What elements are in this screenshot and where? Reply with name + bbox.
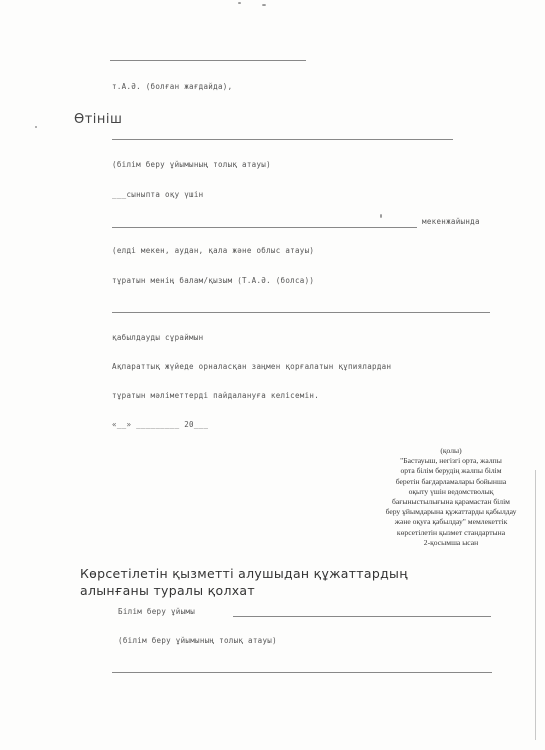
grade-text: сыныпта оқу үшін [126,190,204,199]
address-label: мекенжайында [422,217,480,226]
child-name-line [112,312,490,313]
scan-speck [35,126,37,128]
name-caption: т.А.Ә. (болған жағдайда), [112,82,233,91]
scan-speck [380,214,382,218]
scan-edge [535,470,536,740]
accept-text: қабылдауды сұраймын [112,333,204,342]
standard-note-line: беретін бағдарламалары бойынша [395,476,507,486]
scan-speck [238,2,241,4]
standard-note-line: оқыту үшін ведомстволық [408,486,494,496]
receipt-title-line-1: Көрсетілетін қызметті алушыдан құжаттардың [80,566,408,581]
date-field: «__» _________ 20___ [112,420,209,429]
application-title: Өтініш [74,112,123,127]
grade-field [112,190,204,199]
standard-note-line: және оқуға қабылдау" мемлекеттік [394,517,508,527]
standard-note-line: көрсетілетін қызмет стандартына [396,527,506,537]
standard-note-line: орта білім берудің жалпы білім [400,466,502,476]
standard-note-line: бағыныстылығына қарамастан білім [392,497,510,507]
name-signature-line [110,60,306,61]
consent-line-1: Ақпараттық жүйеде орналасқан заңмен қорғалатын құпиялардан [112,362,392,371]
signature-note [375,446,527,548]
address-caption: (елді мекен, аудан, қала және облыс атауы) [112,246,315,255]
standard-note-line: "Бастауыш, негізгі орта, жалпы [400,456,502,466]
org-name-line [112,139,453,140]
child-text: тұратын менің балам/қызым (Т.А.Ә. (болса)) [112,276,315,285]
address-line [112,227,417,228]
receipt-org-line [233,616,491,617]
annex-number: 2-қосымша ысан [423,537,479,547]
receipt-title-line-2: алынғаны туралы қолхат [80,583,255,598]
signature-caption: (қолы) [440,446,462,455]
scan-speck [262,4,266,6]
consent-line-2: тұратын мәліметтерді пайдалануға келісемін. [112,391,320,400]
receipt-org-caption: (білім беру ұйымының толық атауы) [118,636,277,645]
receipt-org-label: Білім беру ұйымы [118,607,196,616]
receipt-org-line-2 [112,672,492,673]
standard-note-line: беру ұйымдарына құжаттарды қабылдау [385,507,517,517]
grade-blank: ___ [112,190,127,199]
org-caption: (білім беру ұйымының толық атауы) [112,160,271,169]
